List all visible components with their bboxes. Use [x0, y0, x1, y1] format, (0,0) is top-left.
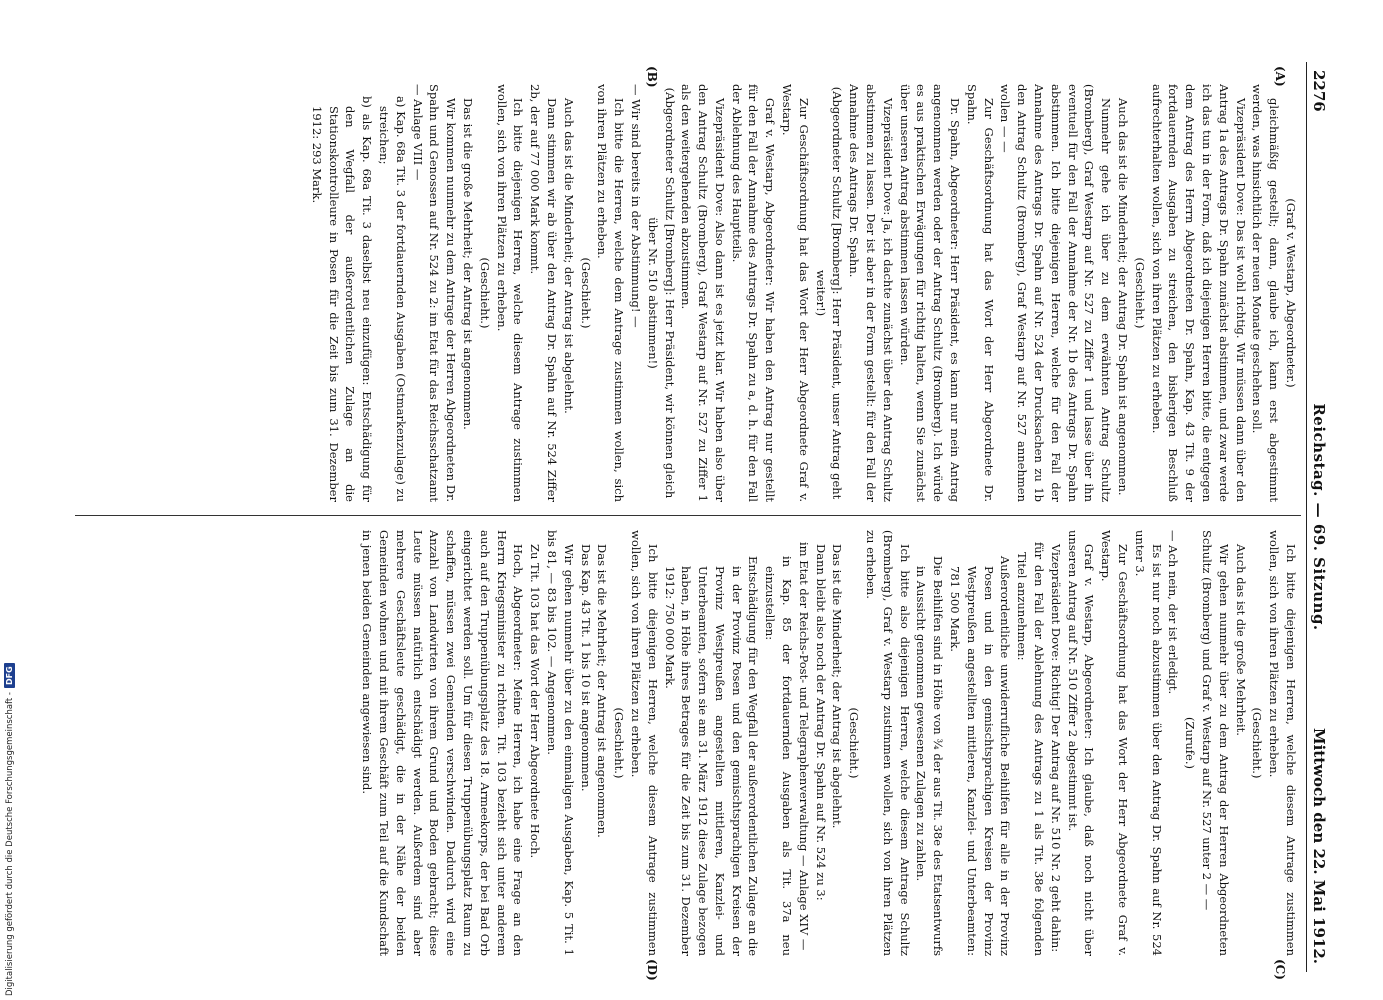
margin-marker-c: (C): [1273, 959, 1287, 980]
paragraph: Das ist die große Mehrheit; der Antrag ist angenommen.: [460, 98, 475, 430]
paragraph: Graf v. Westarp, Abgeordneter: Wir haben den Antrag nur gestellt für den Fall der Annahme des Antrags Dr. Spahn zu a, d. h. für den Fall der Ablehnung des Hauptteils.: [729, 84, 778, 502]
left-column: [77, 84, 1299, 502]
stage-direction: (Geschieht.): [477, 257, 492, 329]
stage-direction: (Graf v. Westarp, Abgeordneter.): [1284, 198, 1298, 388]
paragraph: in Kap. 85 der fortdauernden Ausgaben als Tit. 37a neu einzustellen:: [763, 556, 795, 956]
paragraph: Ich bitte diejenigen Herren, welche diesem Antrage zustimmen wollen, sich von ihren Plätzen zu erheben.: [1267, 530, 1298, 956]
paragraph: Nunmehr gehe ich über zu dem erwähnten Antrag Schultz (Bromberg), Graf Westarp auf Nr. 527 zu Ziffer 1 und lasse über ihn eventuell für den Fall der Annahme der Nr. 1b des Antrags Dr. Spahn abstimmen. Ich bitte diejenigen Herren, welche für den Fall der Annahme des Antrags Dr. Spahn auf Nr. 524 der Drucksachen zu 1b den Antrag Schultz (Bromberg), Graf Westarp auf Nr. 527 annehmen wollen — —: [998, 84, 1114, 502]
paragraph: Ich bitte diejenigen Herren, welche diesem Antrage zustimmen wollen, sich von ihren Plätzen zu erheben.: [628, 530, 660, 956]
paragraph: im Etat der Reichs-Post- und Telegraphenverwaltung — Anlage XIV —: [796, 542, 811, 951]
page-number: 2276: [1310, 70, 1328, 112]
paragraph: Die Beihilfen sind in Höhe von ¾ der aus Tit. 38e des Etatsentwurfs in Aussicht genommen gewesenen Zulagen zu zahlen.: [914, 556, 946, 956]
paragraph: Dann stimmen wir ab über den Antrag Dr. Spahn auf Nr. 524 Ziffer 2b, der auf 77 000 Mark kommt.: [528, 84, 559, 502]
paragraph: Das Kap. 43 Tit. 1 bis 10 ist angenommen.: [578, 544, 593, 792]
paragraph: Vizepräsident Dove: Also dann ist es jetzt klar. Wir haben also über den Antrag Schultz (Bromberg), Graf Westarp auf Nr. 527 zu Ziffer 1 als den weitergehenden abzustimmen.: [679, 84, 727, 502]
paragraph: Zur Geschäftsordnung hat das Wort der Herr Abgeordnete Dr. Spahn.: [964, 84, 996, 502]
paragraph: Vizepräsident Dove: Richtig! Der Antrag auf Nr. 510 Nr. 2 geht dahin:: [1048, 544, 1063, 953]
paragraph: Entschädigung für den Wegfall der außerordentlichen Zulage an die in der Provinz Posen und den gemischtsprachigen Kreisen der Provinz Westpreußen angestellten mittleren, Kanzlei- und Unterbeamten, sofern sie am 31. März 1912 diese Zulage bezogen haben, in Höhe ihres Betrages für die Zeit bis zum 31. Dezember 1912: 750 000 Mark.: [662, 556, 761, 956]
paragraph: Vizepräsident Dove: Ja, ich dachte zunächst über den Antrag Schultz abstimmen zu lassen. Der ist aber in der Form gestellt: für den Fall der Annahme des Antrags Dr. Spahn.: [847, 84, 895, 502]
margin-marker-d: (D): [645, 959, 659, 981]
paragraph: a) Kap. 68a Tit. 3 der fortdauernden Ausgaben (Ostmarkenzulage) zu streichen;: [376, 96, 408, 502]
paragraph: Auch das ist die Minderheit; der Antrag ist abgelehnt.: [561, 98, 576, 414]
stage-direction: (Geschieht.): [1132, 257, 1147, 329]
paragraph: Wir kommen nunmehr zu dem Antrage der Herren Abgeordneten Dr. Spahn und Genossen auf Nr. 524 zu 2: im Etat für das Reichsschatzamt — Anlage VIII —: [410, 84, 459, 502]
stage-direction: (Abgeordneter Schultz [Bromberg]: Herr Präsident, unser Antrag geht weiter!): [813, 86, 845, 500]
paragraph: Dann bleibt also noch der Antrag Dr. Spahn auf Nr. 524 zu 3:: [813, 544, 828, 901]
paragraph: gleichmäßig gestellt; dann, glaube ich, kann erst abgestimmt werden, was hinsichtlich der neuen Monate geschehen soll.: [1250, 84, 1282, 502]
paragraph: — Wir sind bereits in der Abstimmung! —: [628, 84, 643, 328]
paragraph: Zu Tit. 103 hat das Wort der Herr Abgeordnete Hoch.: [528, 544, 543, 859]
stage-direction: (Zurufe.): [1183, 717, 1198, 769]
digitization-footer: [4, 663, 15, 996]
paragraph: Das ist die Minderheit; der Antrag ist abgelehnt.: [830, 544, 845, 829]
paragraph: Zur Geschäftsordnung hat das Wort der Herr Abgeordnete Graf v. Westarp.: [780, 84, 811, 502]
paragraph: — Ach nein, der ist erledigt.: [1166, 530, 1181, 695]
paragraph: Ich bitte also diejenigen Herren, welche diesem Antrage Schultz (Bromberg), Graf v. Westarp zustimmen wollen, sich von ihren Plätzen zu erheben.: [864, 530, 912, 956]
session-date: Mittwoch den 22. Mai 1912.: [1310, 727, 1328, 964]
paragraph: Wir gehen nunmehr über zu dem Antrag der Herren Abgeordneten Schultz (Bromberg) und Graf v. Westarp auf Nr. 527 unter 2 — —: [1200, 530, 1231, 956]
column-divider: [75, 515, 1301, 516]
right-column: [77, 530, 1299, 956]
paragraph: b) als Kap. 68a Tit. 3 daselbst neu einzufügen: Entschädigung für den Wegfall der außerordentlichen Zulage an die Stationskontrolleure in Posen für die Zeit bis zum 31. Dezember 1912: 293 Mark.: [309, 96, 375, 502]
stage-direction: (Abgeordneter Schultz [Bromberg]: Herr Präsident, wir können gleich über Nr. 510 abstimmen!): [645, 87, 677, 499]
footer-text: Digitalisierung gefördert durch die Deutsche Forschungsgemeinschaft -: [4, 692, 15, 996]
paragraph: Auch das ist die große Mehrheit.: [1233, 544, 1248, 736]
paragraph: Hoch, Abgeordneter: Meine Herren, ich habe eine Frage an den Herrn Kriegsminister zu richten. Tit. 103 bezieht sich unter anderem auch auf den Truppenübungsplatz des 18. Armeekorps, der bei Bad Orb eingerichtet werden soll. Um für diesen Truppenübungsplatz Raum zu schaffen, müssen zwei Gemeinden verschwinden. Dadurch wird eine Anzahl von Landwirten von ihrem Grund und Boden gebracht; diese Leute müssen natürlich entschädigt werden. Außerdem sind aber mehrere Geschäftsleute geschädigt, die in der Nähe der beiden Gemeinden wohnen und mit ihrem Geschäft zum Teil auf die Kundschaft in jenen beiden Gemeinden angewiesen sind.: [360, 530, 526, 956]
paragraph: Vizepräsident Dove: Das ist wohl richtig. Wir müssen dann über den Antrag 1a des Antrags Dr. Spahn zunächst abstimmen, und zwar werde ich das tun in der Form, daß ich diejenigen Herren bitte, die entgegen dem Antrag des Herrn Abgeordneten Dr. Spahn, Kap. 43 Tit. 9 der fortdauernden Ausgaben zu streichen, den bisherigen Beschluß aufrechterhalten wollen, sich von ihren Plätzen zu erheben.: [1149, 84, 1248, 502]
paragraph: Zur Geschäftsordnung hat das Wort der Herr Abgeordnete Graf v. Westarp.: [1099, 530, 1131, 956]
document-page: [69, 62, 1331, 981]
running-title: Reichstag. — 69. Sitzung.: [1310, 403, 1328, 631]
paragraph: für den Fall der Ablehnung des Antrags zu 1 als Tit. 38e folgenden Titel anzunehmen:: [1015, 542, 1047, 956]
paragraph: Es ist nur noch abzustimmen über den Antrag Dr. Spahn auf Nr. 524 unter 3.: [1132, 530, 1164, 956]
paragraph: Graf v. Westarp, Abgeordneter: Ich glaube, daß noch nicht über unseren Antrag auf Nr. 510 Ziffer 2 abgestimmt ist.: [1065, 530, 1097, 956]
margin-marker-a: (A): [1273, 66, 1287, 87]
stage-direction: (Geschieht.): [847, 707, 862, 779]
paragraph: Das ist die Mehrheit; der Antrag ist angenommen.: [595, 544, 610, 838]
paragraph: Ich bitte diejenigen Herren, welche diesem Antrage zustimmen wollen, sich von ihren Plätzen zu erheben.: [494, 84, 526, 502]
stage-direction: (Geschieht.): [1250, 707, 1265, 779]
stage-direction: (Geschieht.): [578, 257, 593, 329]
page-header: [1306, 62, 1331, 972]
paragraph: Auch das ist die Minderheit; der Antrag Dr. Spahn ist angenommen.: [1116, 98, 1131, 496]
paragraph: Außerordentliche unwiderrufliche Beihilfen für alle in der Provinz Posen und in den gemischtsprachigen Kreisen der Provinz Westpreußen angestellten mittleren, Kanzlei- und Unterbeamten: 781 500 Mark.: [948, 556, 1013, 956]
paragraph: Wir gehen nunmehr über zu den einmaligen Ausgaben, Kap. 5 Tit. 1 bis 81, — 83 bis 102. — Angenommen.: [544, 530, 576, 956]
paragraph: Dr. Spahn, Abgeordneter: Herr Präsident, es kann nur mein Antrag angenommen werden oder der Antrag Schultz (Bromberg). Ich würde es aus praktischen Erwägungen für richtig halten, wenn Sie zunächst über unseren Antrag abstimmen lassen würden.: [897, 84, 963, 502]
margin-marker-b: (B): [645, 66, 659, 88]
stage-direction: (Geschieht.): [612, 707, 627, 779]
dfg-logo: DFG: [4, 663, 15, 688]
paragraph: Ich bitte die Herren, welche dem Antrage zustimmen wollen, sich von ihren Plätzen zu erheben.: [595, 84, 627, 502]
